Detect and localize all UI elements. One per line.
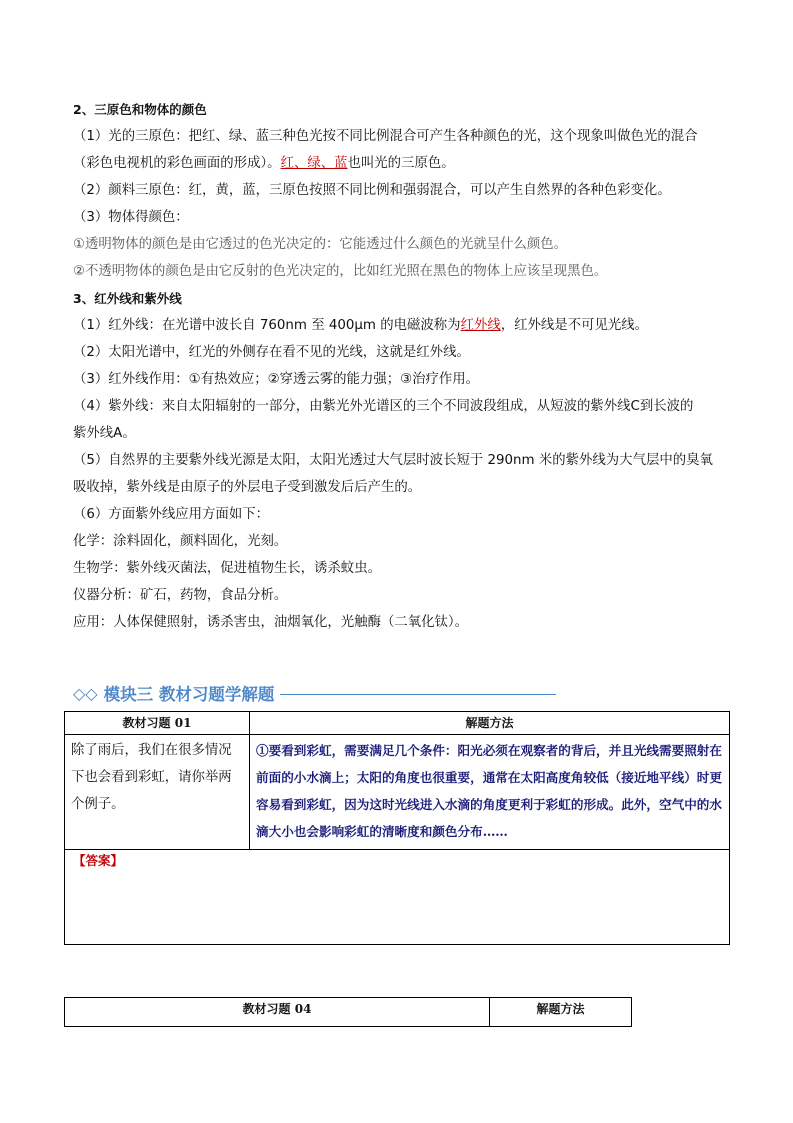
list-item-application: 应用：人体保健照射，诱杀害虫，油烟氧化，光触酶（二氧化钛）。 — [73, 615, 469, 630]
paragraph-uv: （4）紫外线：来自太阳辐射的一部分，由紫光外光谱区的三个不同波段组成，从短波的紫外线C到长波的 — [73, 399, 694, 414]
paragraph-transparent: ①透明物体的颜色是由它透过的色光决定的：它能透过什么颜色的光就呈什么颜色。 — [73, 237, 568, 252]
content-body — [73, 96, 733, 636]
paragraph-uv-cont: 紫外线A。 — [73, 426, 136, 441]
paragraph-opaque: ②不透明物体的颜色是由它反射的色光决定的，比如红光照在黑色的物体上应该呈现黑色。 — [73, 264, 608, 279]
header-method-01: 解题方法 — [250, 712, 730, 735]
exercise-table-01 — [64, 711, 730, 945]
paragraph-object-color: （3）物体得颜色： — [73, 210, 189, 225]
module-divider — [280, 694, 556, 695]
header-method-04: 解题方法 — [490, 998, 632, 1027]
module-title: 模块三 教材习题学解题 — [103, 685, 275, 704]
paragraph-solar-spectrum: （2）太阳光谱中，红光的外侧存在看不见的光线，这就是红外线。 — [73, 345, 470, 360]
paragraph-light-primaries: （1）光的三原色：把红、绿、蓝三种色光按不同比例混合可产生各种颜色的光，这个现象叫做色光的混合 — [73, 129, 698, 144]
question-text-01: 除了雨后，我们在很多情况下也会看到彩虹，请你举两个例子。 — [65, 735, 250, 850]
paragraph-uv-source-cont: 吸收掉，紫外线是由原子的外层电子受到激发后后产生的。 — [73, 480, 422, 495]
module-header — [73, 680, 556, 706]
paragraph-uv-applications: （6）方面紫外线应用方面如下： — [73, 507, 269, 522]
section-heading-ir-uv: 3、红外线和紫外线 — [73, 291, 182, 306]
header-exercise-01: 教材习题 01 — [65, 712, 250, 735]
text-span: 也叫光的三原色。 — [347, 156, 455, 171]
text-span: （彩色电视机的彩色画面的形成）。 — [73, 156, 281, 171]
exercise-table-04 — [64, 997, 632, 1027]
text-span: ，红外线是不可见光线。 — [500, 318, 649, 333]
text-span: （1）红外线：在光谱中波长自 760nm 至 400μm 的电磁波称为 — [73, 318, 461, 333]
list-item-chemistry: 化学：涂料固化，颜料固化，光刻。 — [73, 534, 288, 549]
paragraph-infrared — [73, 312, 733, 339]
paragraph-uv-source: （5）自然界的主要紫外线光源是太阳，太阳光透过大气层时波长短于 290nm 米的紫外线为大气层中的臭氧 — [73, 453, 713, 468]
paragraph-light-primaries-cont — [73, 150, 733, 177]
answer-label: 【答案】 — [73, 853, 124, 868]
list-item-biology: 生物学：紫外线灭菌法，促进植物生长，诱杀蚊虫。 — [73, 561, 381, 576]
section-heading-primary-colors: 2、三原色和物体的颜色 — [73, 102, 207, 117]
double-diamond-icon: ◇◇ — [73, 683, 98, 703]
paragraph-pigment-primaries: （2）颜料三原色：红，黄，蓝，三原色按照不同比例和强弱混合，可以产生自然界的各种色彩变化。 — [73, 183, 671, 198]
header-exercise-04: 教材习题 04 — [65, 998, 490, 1027]
highlight-rgb: 红、绿、蓝 — [280, 156, 348, 171]
answer-box-01[interactable] — [65, 850, 730, 945]
paragraph-ir-effects: （3）红外线作用：①有热效应；②穿透云雾的能力强；③治疗作用。 — [73, 372, 480, 387]
method-text-01: ①要看到彩虹，需要满足几个条件：阳光必须在观察者的背后，并且光线需要照射在前面的小水滴上；太阳的角度也很重要，通常在太阳高度角较低（接近地平线）时更容易看到彩虹，因为这时光线进入水滴的角度更利于彩虹的形成。此外，空气中的水滴大小也会影响彩虹的清晰度和颜色分布…… — [250, 735, 730, 850]
highlight-infrared: 红外线 — [460, 318, 501, 333]
list-item-instrument: 仪器分析：矿石，药物，食品分析。 — [73, 588, 288, 603]
